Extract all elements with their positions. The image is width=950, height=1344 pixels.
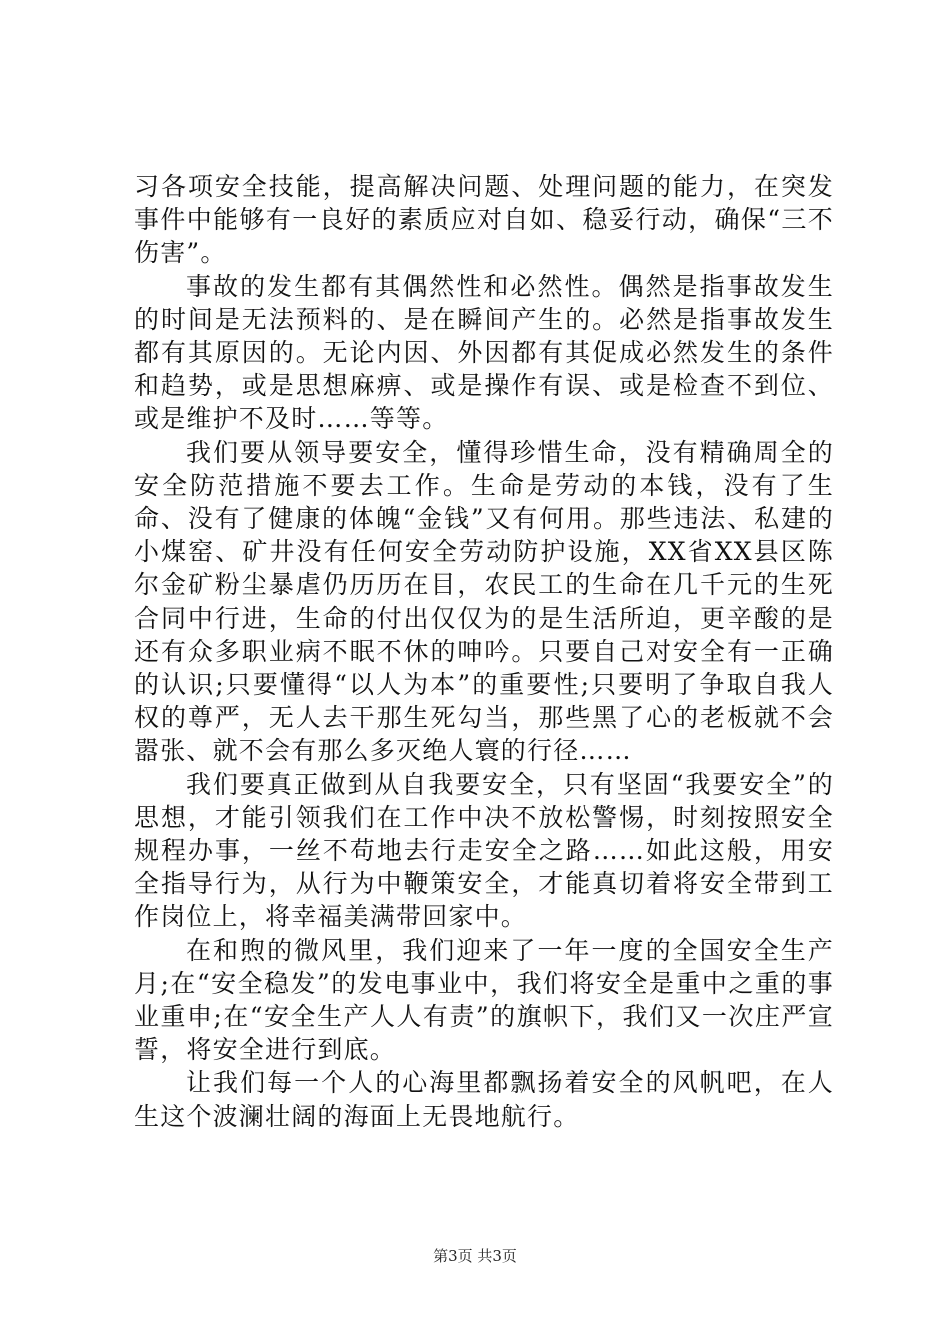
paragraph-self-safety: 我们要真正做到从自我要安全，只有坚固“我要安全”的思想，才能引领我们在工作中决不放松警惕，时刻按照安全规程办事，一丝不苟地去行走安全之路……如此这般，用安全指导行为，从行为中鞭策安全，才能真切着将安全带到工作岗位上，将幸福美满带回家中。: [134, 769, 834, 932]
paragraph-leadership-safety: 我们要从领导要安全，懂得珍惜生命，没有精确周全的安全防范措施不要去工作。生命是劳动的本钱，没有了生命、没有了健康的体魄“金钱”又有何用。那些违法、私建的小煤窑、矿井没有任何安全劳动防护设施，XX省XX县区陈尔金矿粉尘暴虐仍历历在目，农民工的生命在几千元的生死合同中行进，生命的付出仅仅为的是生活所迫，更辛酸的是还有众多职业病不眠不休的呻吟。只要自己对安全有一正确的认识;只要懂得“以人为本”的重要性;只要明了争取自我人权的尊严，无人去干那生死勾当，那些黑了心的老板就不会嚣张、就不会有那么多灭绝人寰的行径……: [134, 437, 834, 766]
paragraph-safety-month: 在和煦的微风里，我们迎来了一年一度的全国安全生产月;在“安全稳发”的发电事业中，我们将安全是重中之重的事业重申;在“安全生产人人有责”的旗帜下，我们又一次庄严宣誓，将安全进行到底。: [134, 935, 834, 1065]
paragraph-continued: 习各项安全技能，提高解决问题、处理问题的能力，在突发事件中能够有一良好的素质应对自如、稳妥行动，确保“三不伤害”。: [134, 172, 834, 268]
paragraph-closing: 让我们每一个人的心海里都飘扬着安全的风帆吧，在人生这个波澜壮阔的海面上无畏地航行。: [134, 1068, 834, 1131]
paragraph-accident-causes: 事故的发生都有其偶然性和必然性。偶然是指事故发生的时间是无法预料的、是在瞬间产生的。必然是指事故发生都有其原因的。无论内因、外因都有其促成必然发生的条件和趋势，或是思想麻痹、或是操作有误、或是检查不到位、或是维护不及时……等等。: [134, 271, 834, 434]
page-number-footer: 第3页 共3页: [433, 1247, 517, 1265]
document-body: [134, 170, 834, 1133]
